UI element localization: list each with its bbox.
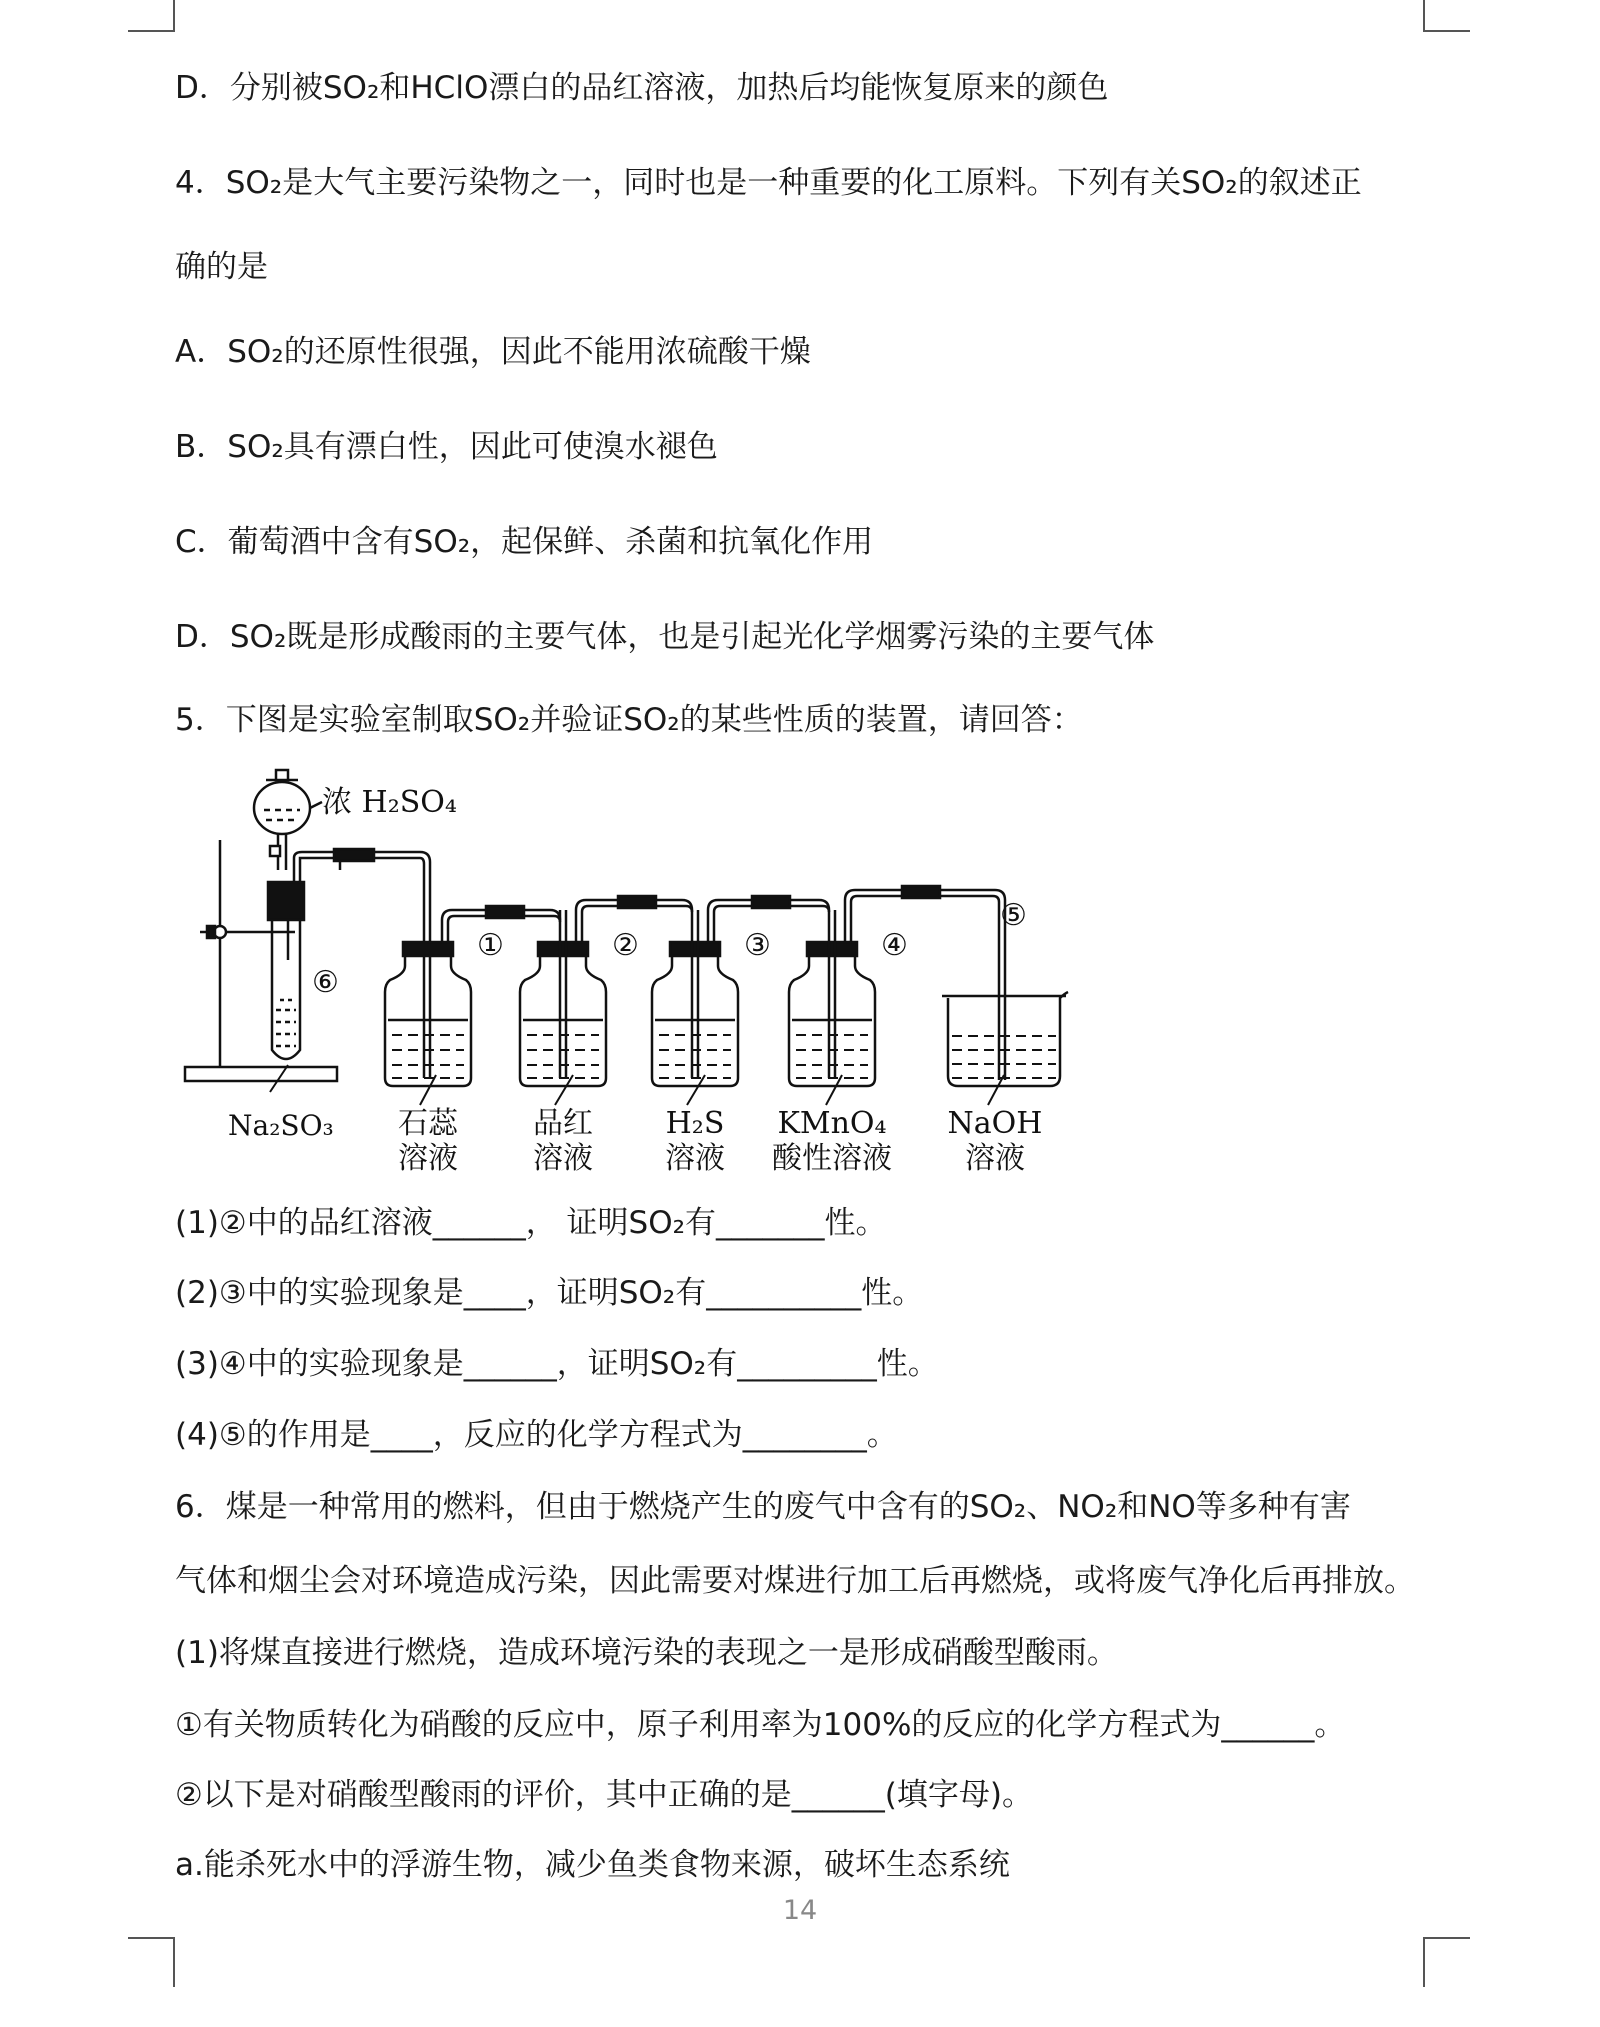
bottle-1-label-2: 溶液 — [398, 1141, 458, 1176]
generator-number: ⑥ — [312, 965, 339, 1000]
beaker-label-2: 溶液 — [965, 1141, 1025, 1176]
experiment-apparatus-figure — [180, 760, 1080, 1180]
question-4-stem-cont: 确的是 — [175, 249, 268, 285]
bottle-2-label-1: 品红 — [533, 1106, 593, 1141]
corner-mark-bottom-right-h — [1423, 1937, 1470, 1939]
corner-mark-bottom-left-v — [173, 1937, 175, 1987]
question-5-part-2: (2)③中的实验现象是____，证明SO₂有__________性。 — [175, 1275, 924, 1311]
question-6-part-1: (1)将煤直接进行燃烧，造成环境污染的表现之一是形成硝酸型酸雨。 — [175, 1635, 1118, 1671]
bottle-2-label-2: 溶液 — [533, 1141, 593, 1176]
bottle-4-number: ④ — [881, 928, 908, 963]
option-4d: D．SO₂既是形成酸雨的主要气体，也是引起光化学烟雾污染的主要气体 — [175, 619, 1155, 655]
bottle-3-label-2: 溶液 — [665, 1141, 725, 1176]
option-3d: D．分别被SO₂和HClO漂白的品红溶液，加热后均能恢复原来的颜色 — [175, 70, 1109, 106]
question-5-part-1: (1)②中的品红溶液______， 证明SO₂有_______性。 — [175, 1205, 887, 1241]
corner-mark-top-left-h — [128, 30, 175, 32]
option-4c: C．葡萄酒中含有SO₂，起保鲜、杀菌和抗氧化作用 — [175, 524, 874, 560]
corner-mark-top-left-v — [173, 0, 175, 30]
question-4-stem: 4．SO₂是大气主要污染物之一，同时也是一种重要的化工原料。下列有关SO₂的叙述正 — [175, 165, 1362, 201]
corner-mark-bottom-right-v — [1423, 1937, 1425, 1987]
bottle-3-number: ③ — [744, 928, 771, 963]
question-5-stem: 5．下图是实验室制取SO₂并验证SO₂的某些性质的装置，请回答： — [175, 702, 1083, 738]
option-4b: B．SO₂具有漂白性，因此可使溴水褪色 — [175, 429, 718, 465]
bottle-4-label-2: 酸性溶液 — [772, 1141, 892, 1176]
bottle-1-number: ① — [477, 928, 504, 963]
beaker-number: ⑤ — [1000, 898, 1027, 933]
bottle-1-label-1: 石蕊 — [398, 1106, 458, 1141]
acid-label: 浓 H₂SO₄ — [322, 785, 457, 820]
bottle-2-number: ② — [612, 928, 639, 963]
question-6-part-1-sub-2: ②以下是对硝酸型酸雨的评价，其中正确的是______(填字母)。 — [175, 1777, 1033, 1813]
question-6-stem: 6．煤是一种常用的燃料，但由于燃烧产生的废气中含有的SO₂、NO₂和NO等多种有害 — [175, 1489, 1351, 1525]
beaker-label-1: NaOH — [947, 1106, 1043, 1141]
option-4a: A．SO₂的还原性很强，因此不能用浓硫酸干燥 — [175, 334, 811, 370]
question-5-part-4: (4)⑤的作用是____，反应的化学方程式为________。 — [175, 1417, 898, 1453]
bottle-3-label-1: H₂S — [665, 1106, 725, 1141]
question-6-part-1-sub-1: ①有关物质转化为硝酸的反应中，原子利用率为100%的反应的化学方程式为______。 — [175, 1707, 1346, 1743]
bottle-4-label-1: KMnO₄ — [777, 1106, 887, 1141]
corner-mark-top-right-h — [1423, 30, 1470, 32]
question-6-stem-cont: 气体和烟尘会对环境造成污染，因此需要对煤进行加工后再燃烧，或将废气净化后再排放。 — [175, 1563, 1415, 1599]
question-6-option-a: a.能杀死水中的浮游生物，减少鱼类食物来源，破坏生态系统 — [175, 1847, 1010, 1883]
corner-mark-bottom-left-h — [128, 1937, 175, 1939]
generator-label: Na₂SO₃ — [228, 1109, 334, 1142]
question-5-part-3: (3)④中的实验现象是______，证明SO₂有_________性。 — [175, 1346, 939, 1382]
page-number: 14 — [782, 1895, 818, 1926]
corner-mark-top-right-v — [1423, 0, 1425, 30]
